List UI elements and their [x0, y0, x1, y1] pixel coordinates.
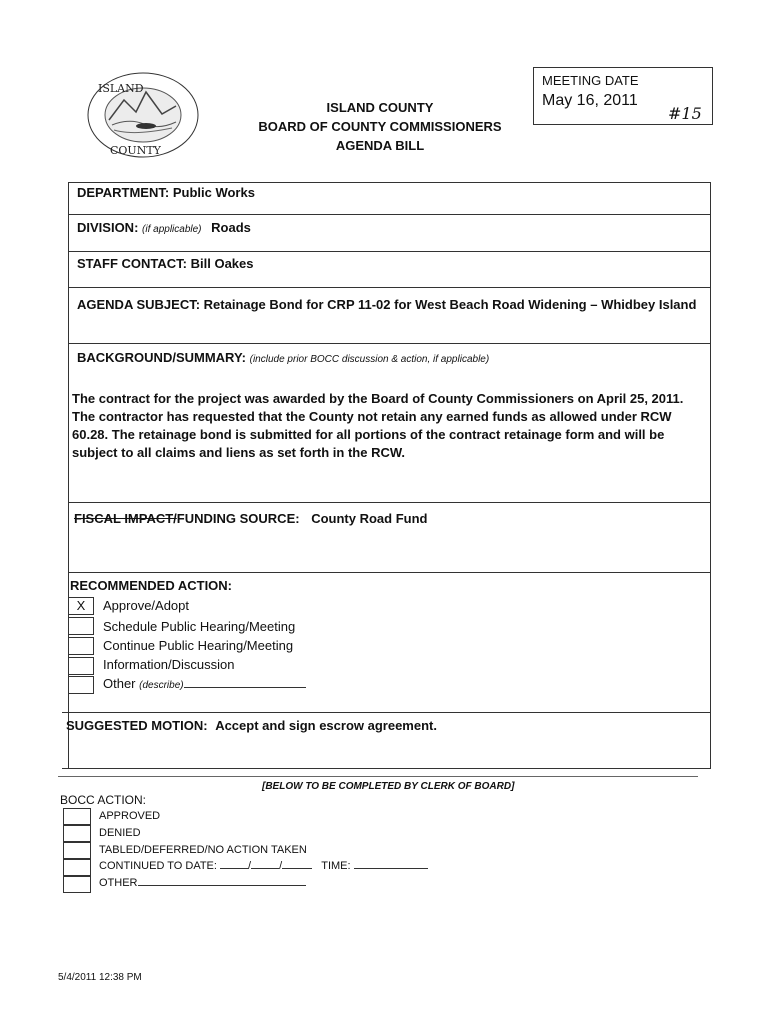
other-describe-line[interactable] [184, 687, 306, 688]
other-bocc-field[interactable] [138, 885, 306, 886]
meeting-date-label: MEETING DATE [542, 73, 639, 88]
department-row [77, 185, 255, 200]
title-line-1: ISLAND COUNTY [326, 100, 434, 115]
background-hint: (include prior BOCC discussion & action, if applicable) [249, 354, 490, 365]
other-hint: (describe) [139, 680, 184, 691]
approved-label: APPROVED [99, 810, 161, 822]
continued-year-field[interactable] [282, 868, 312, 869]
continued-checkbox[interactable] [63, 859, 91, 876]
continued-label: CONTINUED TO DATE: [99, 860, 217, 872]
division-label: DIVISION: [77, 220, 139, 235]
date-separator: / [248, 860, 252, 872]
schedule-hearing-option-label: Schedule Public Hearing/Meeting [103, 619, 296, 634]
divider [68, 343, 711, 344]
background-line: 60.28. The retainage bond is submitted for all portions of the contract retainage form and will be [72, 427, 665, 442]
date-separator: / [279, 860, 283, 872]
time-field[interactable] [354, 868, 428, 869]
print-timestamp: 5/4/2011 12:38 PM [58, 972, 142, 983]
suggested-motion-row [66, 718, 437, 733]
clerk-note: [BELOW TO BE COMPLETED BY CLERK OF BOARD] [262, 781, 515, 792]
denied-checkbox[interactable] [63, 825, 91, 842]
agenda-subject-label: AGENDA SUBJECT: [77, 297, 201, 312]
divider [68, 214, 711, 215]
form-bottom-border [62, 768, 711, 769]
agenda-subject-value: Retainage Bond for CRP 11-02 for West Beach Road Widening – Whidbey Island [203, 297, 697, 312]
background-line: subject to all claims and liens as set forth in the RCW. [72, 445, 406, 460]
title-line-3: AGENDA BILL [335, 138, 425, 153]
island-county-seal [84, 70, 202, 160]
schedule-hearing-checkbox[interactable] [68, 617, 94, 635]
fiscal-impact-struck: FISCAL IMPACT/ [74, 511, 177, 526]
division-hint: (if applicable) [142, 224, 202, 235]
divider [62, 712, 711, 713]
background-line: The contract for the project was awarded by the Board of County Commissioners on April 25, 2011. [72, 391, 684, 406]
other-checkbox[interactable] [68, 676, 94, 694]
background-row [77, 350, 489, 365]
tabled-checkbox[interactable] [63, 842, 91, 859]
continued-row [99, 860, 428, 872]
approve-option-label: Approve/Adopt [103, 598, 190, 613]
other-bocc-label: OTHER [99, 877, 138, 889]
divider [68, 251, 711, 252]
suggested-motion-label: SUGGESTED MOTION: [66, 718, 208, 733]
background-text [72, 390, 702, 462]
divider [68, 572, 711, 573]
funding-source-label: FUNDING SOURCE: [176, 511, 300, 526]
funding-source-row [74, 511, 427, 526]
document-title [240, 98, 520, 155]
division-value: Roads [211, 220, 251, 235]
background-line: The contractor has requested that the County not retain any earned funds as allowed under RCW [72, 409, 672, 424]
funding-source-value: County Road Fund [311, 511, 428, 526]
staff-contact-row [77, 256, 254, 271]
division-row [77, 220, 251, 235]
bocc-action-label: BOCC ACTION: [60, 793, 147, 807]
staff-contact-value: Bill Oakes [190, 256, 254, 271]
continued-month-field[interactable] [220, 868, 248, 869]
continue-hearing-checkbox[interactable] [68, 637, 94, 655]
approved-checkbox[interactable] [63, 808, 91, 825]
denied-label: DENIED [99, 827, 141, 839]
form-top-border [68, 182, 711, 183]
other-option-row [103, 676, 306, 691]
seal-text-bottom: COUNTY [110, 144, 161, 157]
continue-hearing-option-label: Continue Public Hearing/Meeting [103, 638, 294, 653]
title-line-2: BOARD OF COUNTY COMMISSIONERS [258, 119, 502, 134]
background-label: BACKGROUND/SUMMARY: [77, 350, 246, 365]
seal-text-top: ISLAND [98, 82, 144, 95]
information-option-label: Information/Discussion [103, 657, 235, 672]
agenda-subject-row [77, 297, 696, 312]
information-checkbox[interactable] [68, 657, 94, 675]
approve-checkbox[interactable]: X [68, 597, 94, 615]
other-option-label: Other [103, 676, 136, 691]
other-bocc-row [99, 877, 306, 889]
meeting-date-box [533, 67, 713, 125]
other-bocc-checkbox[interactable] [63, 876, 91, 893]
continued-day-field[interactable] [251, 868, 279, 869]
divider [68, 287, 711, 288]
staff-contact-label: STAFF CONTACT: [77, 256, 187, 271]
clerk-separator [58, 776, 698, 777]
divider [68, 502, 711, 503]
time-label: TIME: [321, 860, 351, 872]
suggested-motion-value: Accept and sign escrow agreement. [215, 718, 437, 733]
meeting-date-value: May 16, 2011 [542, 92, 638, 109]
department-label: DEPARTMENT: [77, 185, 170, 200]
department-value: Public Works [172, 185, 255, 200]
tabled-label: TABLED/DEFERRED/NO ACTION TAKEN [99, 844, 307, 856]
recommended-action-label: RECOMMENDED ACTION: [70, 578, 233, 593]
handwritten-agenda-number: #15 [668, 104, 702, 123]
